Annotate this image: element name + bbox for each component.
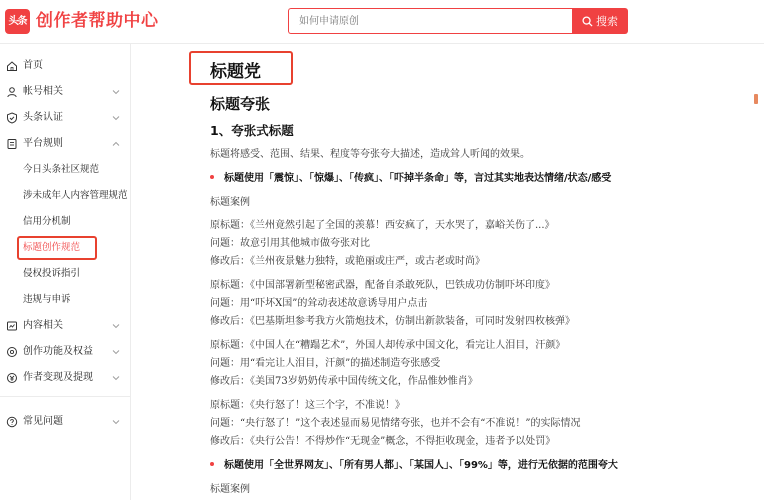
brand-title[interactable]: 创作者帮助中心	[36, 11, 159, 31]
case-2-revised: 修改后：《巴基斯坦参考我方火箭炮技术，仿制出新款装备，可同时发射四枚核弹》	[210, 316, 575, 327]
user-icon	[6, 86, 18, 98]
search-button-label: 搜索	[596, 15, 618, 28]
sidebar	[0, 44, 131, 500]
sidebar-item-monetization[interactable]	[0, 366, 131, 390]
case-2-original: 原标题：《中国部署新型秘密武器，配备自杀敢死队，巴铁成功仿制吓坏印度》	[210, 280, 555, 291]
case-1-original: 原标题：《兰州竟然引起了全国的羡慕！西安疯了，天水哭了，嘉峪关伤了...》	[210, 220, 555, 231]
bullet-rule-2-text: 标题使用「全世界网友」、「所有男人都」、「某国人」、「99%」等，进行无依据的范围夸大	[224, 460, 618, 471]
sidebar-item-label: 头条认证	[23, 112, 63, 123]
case-3-original: 原标题：《中国人在“糟蹋艺术”，外国人却传承中国文化，看完让人泪目，汗颜》	[210, 340, 566, 351]
chevron-down-icon	[112, 322, 120, 330]
sidebar-item-content[interactable]	[0, 314, 131, 338]
search-button[interactable]	[572, 8, 628, 34]
case-label: 标题案例	[210, 197, 250, 208]
sidebar-subitem-minors-content[interactable]	[0, 185, 131, 207]
section-title: 标题夸张	[210, 95, 271, 113]
sidebar-item-creation-features[interactable]	[0, 340, 131, 364]
case-4-original: 原标题：《央行怒了！这三个字，不准说！》	[210, 400, 405, 411]
sidebar-item-label: 常见问题	[23, 416, 63, 427]
chevron-down-icon	[112, 114, 120, 122]
chevron-down-icon	[112, 88, 120, 96]
sidebar-subitem-community-norms[interactable]	[0, 159, 131, 181]
case-1-issue: 问题：故意引用其他城市做夸张对比	[210, 238, 370, 249]
sidebar-item-certification[interactable]	[0, 106, 131, 130]
bullet-rule-1	[210, 172, 611, 186]
search-icon	[582, 16, 593, 27]
toutiao-logo[interactable]: 头条	[5, 9, 30, 34]
subsection-title: 1、夸张式标题	[210, 123, 294, 138]
scrollbar-thumb[interactable]	[754, 94, 758, 104]
sidebar-subitem-label: 涉未成年人内容管理规范	[23, 190, 128, 201]
sidebar-divider	[0, 396, 131, 397]
bullet-rule-1-text: 标题使用「震惊」、「惊爆」、「传疯」、「吓掉半条命」等，言过其实地表达情绪/状态/感受	[224, 173, 612, 184]
sidebar-item-label: 作者变现及提现	[23, 372, 93, 383]
home-icon	[6, 60, 18, 72]
case-2-issue: 问题：用“吓坏X国”的耸动表述故意诱导用户点击	[210, 298, 428, 309]
sidebar-subitem-label: 标题创作规范	[23, 242, 81, 253]
sidebar-item-home[interactable]	[0, 54, 131, 78]
sidebar-item-label: 首页	[23, 60, 43, 71]
article-content	[131, 44, 764, 500]
case-4-revised: 修改后：《央行公告！不得炒作“无现金”概念，不得拒收现金，违者予以处罚》	[210, 436, 556, 447]
money-icon	[6, 372, 18, 384]
bullet-dot	[210, 462, 214, 466]
document-icon	[6, 138, 18, 150]
case-4-issue: 问题：“央行怒了！”这个表述显而易见情绪夸张，也并不会有“不准说！”的实际情况	[210, 418, 581, 429]
page-title: 标题党	[210, 62, 261, 82]
settings-icon	[6, 346, 18, 358]
case-label-2: 标题案例	[210, 484, 250, 495]
chevron-up-icon	[112, 140, 120, 148]
case-3-revised: 修改后：《美国73岁奶奶传承中国传统文化，作品惟妙惟肖》	[210, 376, 478, 387]
sidebar-subitem-label: 今日头条社区规范	[23, 164, 100, 175]
sidebar-item-label: 创作功能及权益	[23, 346, 93, 357]
sidebar-subitem-infringement[interactable]	[0, 263, 131, 285]
chevron-down-icon	[112, 374, 120, 382]
sidebar-subitem-title-rules[interactable]	[0, 237, 131, 259]
sidebar-item-platform-rules[interactable]	[0, 132, 131, 156]
sidebar-subitem-label: 信用分机制	[23, 216, 71, 227]
sidebar-subitem-violations-appeal[interactable]	[0, 289, 131, 311]
shield-check-icon	[6, 112, 18, 124]
search-input[interactable]	[288, 8, 572, 34]
chevron-down-icon	[112, 348, 120, 356]
sidebar-item-label: 平台规则	[23, 138, 63, 149]
chevron-down-icon	[112, 418, 120, 426]
case-3-issue: 问题：用“看完让人泪目，汗颜”的描述制造夸张感受	[210, 358, 441, 369]
sidebar-item-faq[interactable]	[0, 410, 131, 434]
question-icon	[6, 416, 18, 428]
intro-text: 标题将感受、范围、结果、程度等夸张夸大描述，造成耸人听闻的效果。	[210, 149, 530, 160]
sidebar-item-label: 内容相关	[23, 320, 63, 331]
sidebar-subitem-credit-score[interactable]	[0, 211, 131, 233]
sidebar-subitem-label: 侵权投诉指引	[23, 268, 81, 279]
case-1-revised: 修改后：《兰州夜景魅力独特，或艳丽或庄严，或古老或时尚》	[210, 256, 485, 267]
top-header	[0, 0, 764, 44]
sidebar-subitem-label: 违规与申诉	[23, 294, 71, 305]
content-icon	[6, 320, 18, 332]
bullet-rule-2	[210, 459, 618, 473]
sidebar-item-account[interactable]	[0, 80, 131, 104]
sidebar-item-label: 帐号相关	[23, 86, 63, 97]
bullet-dot	[210, 175, 214, 179]
